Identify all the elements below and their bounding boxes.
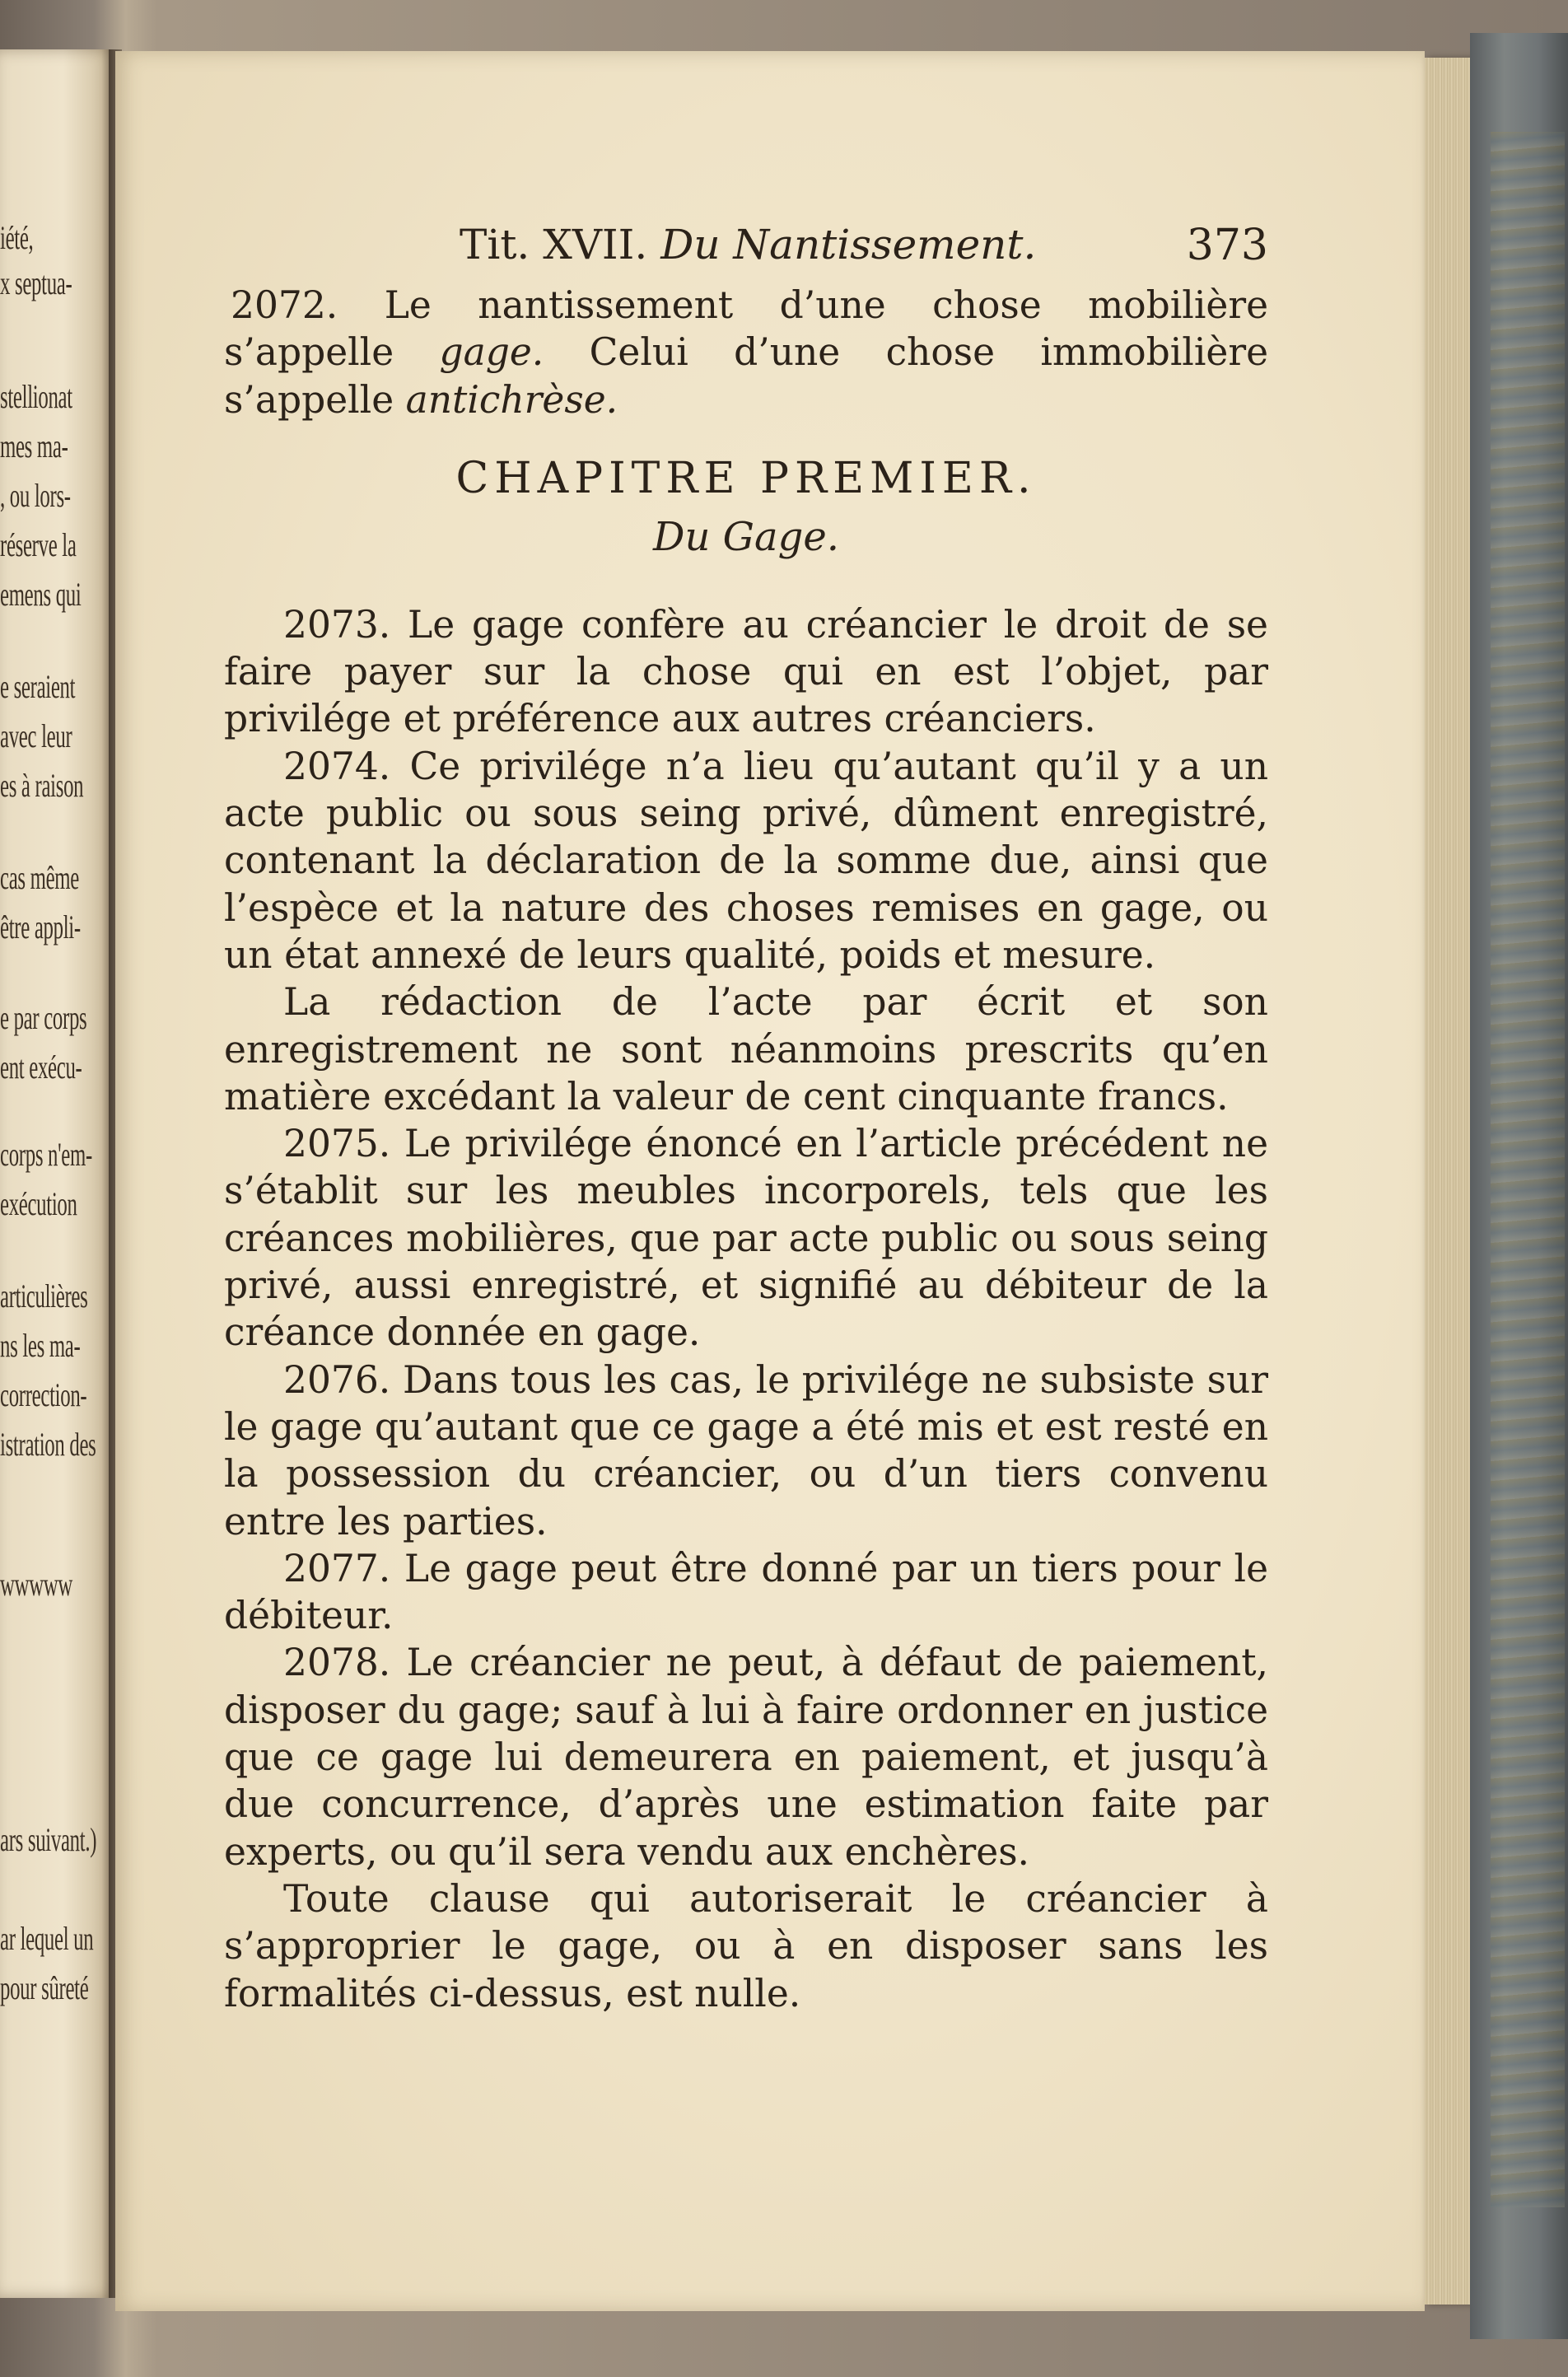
left-page-fragment: ars suivant.) bbox=[0, 1821, 97, 1858]
left-page-fragment: e par corps bbox=[0, 999, 87, 1036]
running-head-italic: Du Nantissement. bbox=[660, 221, 1037, 269]
left-page-fragment: exécution bbox=[0, 1185, 77, 1222]
left-page-fragment: cas même bbox=[0, 859, 79, 896]
left-page-fragment: , ou lors- bbox=[0, 477, 71, 514]
article-2074-continued: La rédaction de l’acte par écrit et son enregistrement ne sont néanmoins prescrits qu’en matière excédant la valeur de cent cinquante francs. bbox=[224, 980, 1268, 1118]
article-2076: 2076. Dans tous les cas, le privilége ne subsiste sur le gage qu’autant que ce gage a été mis et est resté en la possession du créancier, ou d’un tiers convenu entre les parties. bbox=[224, 1357, 1268, 1543]
page-number: 373 bbox=[1186, 221, 1268, 270]
article-2074: 2074. Ce privilége n’a lieu qu’autant qu’il y a un acte public ou sous seing privé, dûment enregistré, contenant la déclaration de la somme due, ainsi que l’espèce et la nature des choses remises en gage, ou un état annexé de leurs qualité, poids et mesure. bbox=[224, 744, 1268, 977]
article-2072-italic-gage: gage. bbox=[439, 330, 544, 375]
article-2075: 2075. Le privilége énoncé en l’article précédent ne s’établit sur les meubles incorporels, tels que les créances mobilières, que par acte public ou sous seing privé, aussi enregistré, et signifié au débiteur de la créance donnée en gage. bbox=[224, 1122, 1268, 1355]
left-page-fragment: articulières bbox=[0, 1277, 88, 1315]
left-page-fragment: istration des bbox=[0, 1426, 96, 1463]
section-heading: Du Gage. bbox=[652, 513, 839, 560]
article-2072-text-a: 2072. Le nantissement d’une chose mobilière s’appelle bbox=[224, 283, 1268, 375]
running-head-title bbox=[460, 221, 1036, 269]
left-page-fragment: iété, bbox=[0, 219, 34, 256]
left-page-fragment: stellionat bbox=[0, 378, 72, 415]
left-page-fragment: ent exécu- bbox=[0, 1048, 82, 1086]
left-page-fragment: pour sûreté bbox=[0, 1969, 89, 2006]
article-2073: 2073. Le gage confère au créancier le droit de se faire payer sur la chose qui en est l’objet, par privilége et préférence aux autres créanciers. bbox=[224, 602, 1268, 741]
left-page-fragment: réserve la bbox=[0, 526, 77, 563]
article-2078: 2078. Le créancier ne peut, à défaut de paiement, disposer du gage; sauf à lui à faire ordonner en justice que ce gage lui demeurera en paiement, et jusqu’à due concurrence, d’après une estimation faite par experts, ou qu’il sera vendu aux enchères. bbox=[224, 1641, 1268, 1874]
left-page-fragment: ns les ma- bbox=[0, 1327, 81, 1364]
left-page-fragment: mes ma- bbox=[0, 427, 68, 465]
marbled-cover-pattern bbox=[1491, 132, 1565, 2207]
left-page-fragment: corps n'em- bbox=[0, 1136, 92, 1173]
article-2078-continued: Toute clause qui autoriserait le créancier à s’approprier le gage, ou à en disposer sans les formalités ci-dessus, est nulle. bbox=[224, 1876, 1268, 2015]
left-page-fragment: es à raison bbox=[0, 767, 84, 804]
left-page-fragment: e seraient bbox=[0, 668, 76, 705]
page-edges bbox=[1425, 58, 1474, 2305]
left-page-fragment: correction- bbox=[0, 1376, 87, 1413]
left-page-fragment: emens qui bbox=[0, 576, 82, 613]
left-page-fragment: avec leur bbox=[0, 717, 72, 754]
running-head-prefix: Tit. XVII. bbox=[460, 221, 648, 269]
left-page-fragment: ar lequel un bbox=[0, 1920, 94, 1957]
chapter-heading: CHAPITRE PREMIER. bbox=[455, 453, 1037, 503]
running-head bbox=[224, 221, 1268, 282]
page-text-block bbox=[224, 221, 1268, 2017]
left-page-fragment: x septua- bbox=[0, 264, 72, 301]
article-2072 bbox=[224, 282, 1268, 423]
left-page-margin bbox=[0, 49, 115, 2298]
article-2072-text-b: Celui d’une chose immobilière s’appelle bbox=[224, 330, 1268, 422]
article-2072-italic-antichrese: antichrèse. bbox=[405, 377, 618, 422]
article-2077: 2077. Le gage peut être donné par un tiers pour le débiteur. bbox=[224, 1546, 1268, 1638]
left-page-fragment: wwwww bbox=[0, 1566, 73, 1603]
left-page-fragment: être appli- bbox=[0, 908, 81, 946]
